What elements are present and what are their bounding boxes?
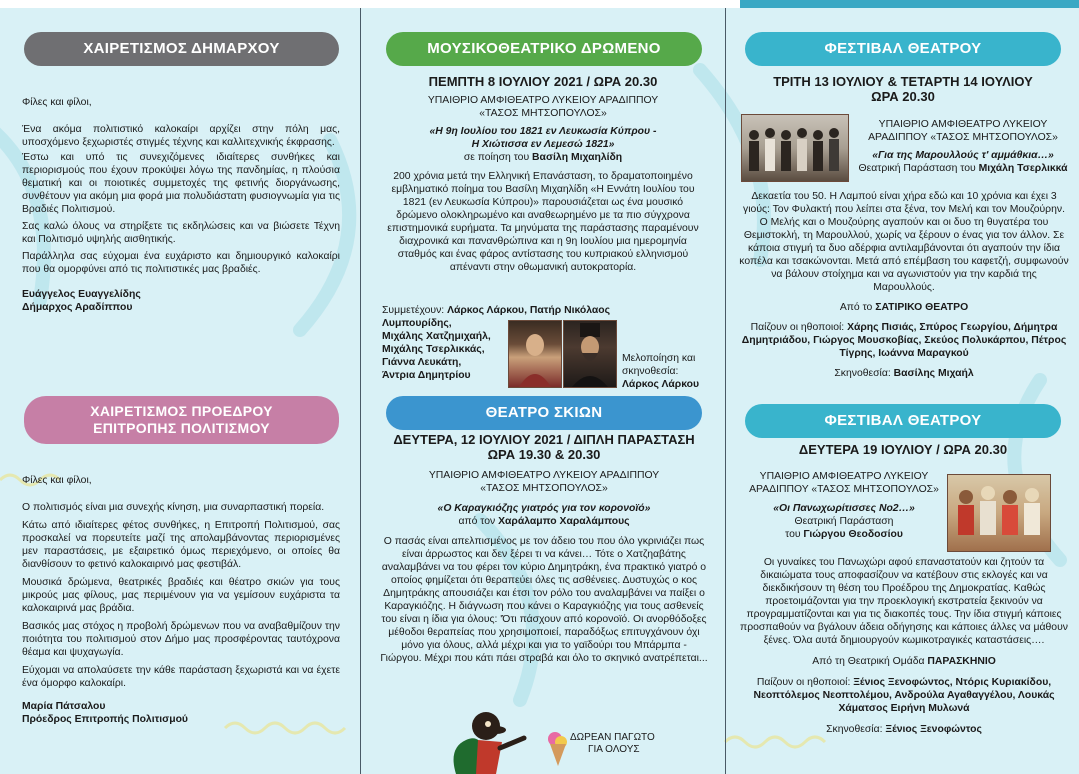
music-poet-prefix: σε ποίηση του	[463, 152, 533, 163]
festival2-author-line	[739, 528, 949, 541]
festival1-venue: ΥΠΑΙΘΡΙΟ ΑΜΦΙΘΕΑΤΡΟ ΛΥΚΕΙΟΥ	[878, 119, 1048, 130]
shadow-venue-name: «ΤΑΣΟΣ ΜΗΤΣΟΠΟΥΛΟΣ»	[480, 483, 608, 494]
music-venue-name: «ΤΑΣΟΣ ΜΗΤΣΟΠΟΥΛΟΣ»	[479, 108, 607, 119]
president-greeting-text	[22, 474, 340, 726]
music-cast-name: Γιάννα Λευκάτη,	[382, 357, 462, 368]
music-director-name: Λάρκος Λάρκου	[622, 379, 700, 390]
music-director-label: σκηνοθεσία:	[622, 366, 679, 377]
festival2-cast-photo	[947, 474, 1051, 552]
festival1-company	[739, 301, 1069, 314]
music-cast-name: Λάρκος Λάρκου, Πατήρ Νικόλαος Λυμπουρίδης,	[382, 305, 611, 329]
portrait-priest-photo	[563, 320, 617, 388]
shadow-event-details	[380, 432, 708, 665]
music-cast-name: Άντρια Δημητρίου	[382, 370, 471, 381]
festival2-body	[739, 556, 1069, 736]
president-paragraph: Ο πολιτισμός είναι μια συνεχής κίνηση, μια συναρπαστική πορεία.	[22, 502, 325, 513]
festival2-author-name: Γιώργου Θεοδοσίου	[803, 529, 903, 540]
festival1-body	[739, 190, 1069, 380]
mayor-paragraph: Ένα ακόμα πολιτιστικό καλοκαίρι αρχίζει στην πόλη μας, υποσχόμενο ξεχωριστές στιγμές τέχνης και καλλιτεχνικής έκφρασης.	[22, 124, 340, 148]
president-paragraph: Βασικός μας στόχος η προβολή δρώμενων που να αναβαθμίζουν την ποιότητα του πολιτισμού στον Δήμο μας προσφέροντας ταυτόχρονα θέαμα και ψυχαγωγία.	[22, 621, 340, 658]
festival2-date: ΔΕΥΤΕΡΑ 19 ΙΟΥΛΙΟΥ / ΩΡΑ 20.30	[798, 442, 1008, 457]
music-event-header: ΜΟΥΣΙΚΟΘΕΑΤΡΙΚΟ ΔΡΩΜΕΝΟ	[386, 32, 702, 66]
festival1-director	[739, 367, 1069, 380]
president-signature-role: Πρόεδρος Επιτροπής Πολιτισμού	[22, 714, 188, 725]
festival1-actors-label: Παίζουν οι ηθοποιοί:	[750, 322, 848, 333]
mayor-salutation: Φίλες και φίλοι,	[22, 97, 92, 108]
festival2-company	[739, 655, 1069, 668]
music-director-label: Μελοποίηση και	[622, 353, 696, 364]
music-event-details	[382, 74, 704, 274]
music-cast-name: Μιχάλης Τσερλικκάς,	[382, 344, 485, 355]
festival1-director-label: Σκηνοθεσία:	[834, 368, 894, 379]
festival2-company-prefix: Από τη Θεατρική Ομάδα	[812, 656, 928, 667]
shadow-time: ΩΡΑ 19.30 & 20.30	[487, 447, 601, 462]
festival1-date: ΤΡΙΤΗ 13 ΙΟΥΛΙΟΥ & ΤΕΤΑΡΤΗ 14 ΙΟΥΛΙΟΥ	[773, 74, 1033, 89]
festival2-venue-block	[739, 470, 949, 541]
shadow-author-prefix: από τον	[458, 516, 499, 527]
portrait-woman-photo	[508, 320, 562, 388]
music-date: ΠΕΜΠΤΗ 8 ΙΟΥΛΙΟΥ 2021 / ΩΡΑ 20.30	[428, 74, 658, 89]
festival1-work-title: «Για της Μαρουλλούς τ' αμμάθκια…»	[872, 150, 1054, 161]
president-salutation: Φίλες και φίλοι,	[22, 475, 92, 486]
festival2-date-block	[735, 442, 1071, 457]
festival1-actors	[739, 321, 1069, 360]
festival1-director-name: Βασίλης Μιχαήλ	[893, 368, 974, 379]
shadow-date: ΔΕΥΤΕΡΑ, 12 ΙΟΥΛΙΟΥ 2021 / ΔΙΠΛΗ ΠΑΡΑΣΤΑΣΗ	[393, 432, 695, 447]
festival2-company-name: ΠΑΡΑΣΚΗΝΙΟ	[927, 656, 996, 667]
festival-header-1: ΦΕΣΤΙΒΑΛ ΘΕΑΤΡΟΥ	[745, 32, 1061, 66]
president-greeting-header	[24, 396, 339, 444]
music-cast-name: Μιχάλης Χατζημιχαήλ,	[382, 331, 491, 342]
president-header-line1: ΧΑΙΡΕΤΙΣΜΟΣ ΠΡΟΕΔΡΟΥ	[90, 403, 273, 419]
festival2-description: Οι γυναίκες του Πανωχώρι αφού επαναστατούν και ζητούν τα δικαιώματα τους αποφασίζουν να κατέβουν στις εκλογές και να διεκδικήσουν τη θέση του Προέδρου της Δημοκρατίας. Καθώς προετοιμάζονται για την προεκλογική εκστρατεία ξεκινούν να προγραμματίζονται και για τις διακοπές τους. Την ίδια στιγμή κάποιες προσπαθούν να βγάλουν άδεια οδήγησης και κάποιες άλλες να μάθουν ξένες. Όλα αυτά δημιουργούν κωμικοτραγικές καταστάσεις….	[740, 557, 1068, 646]
festival1-author-line	[851, 162, 1075, 175]
karagiozis-puppet-icon	[438, 708, 528, 774]
festival1-dates	[735, 74, 1071, 104]
column-theatre-festival	[725, 8, 1079, 774]
festival1-company-prefix: Από το	[839, 302, 876, 313]
free-ice-cream-note	[570, 732, 680, 756]
mayor-paragraph: Έστω και υπό τις συνεχιζόμενες ιδιαίτερες συνθήκες και περιορισμούς που έχουν προκύψει λόγω της πανδημίας, η πλούσια θεματική και οι ποιοτικές συμμετοχές της φετινής διοργάνωσης, συνθέτουν για ακόμη μια φορά μια πολυδιάστατη φυσιογνωμία για τις Βραδιές Πολιτισμού.	[22, 152, 340, 215]
mayor-signature-name: Ευάγγελος Ευαγγελίδης	[22, 289, 141, 300]
festival1-actors-names: Χάρης Πισιάς, Σπύρος Γεωργίου, Δήμητρα Δημητριάδου, Γιώργος Μουσκοβίας, Σκεύος Πολυκάρπου, Πέτρος Τίγρης, Ιωάννα Μαραγκού	[741, 322, 1067, 359]
festival2-director-label: Σκηνοθεσία:	[826, 724, 886, 735]
mayor-greeting-text	[22, 96, 340, 314]
festival1-venue-block	[851, 118, 1075, 175]
president-header-line2: ΕΠΙΤΡΟΠΗΣ ΠΟΛΙΤΙΣΜΟΥ	[93, 420, 270, 436]
music-poet-name: Βασίλη Μιχαηλίδη	[532, 152, 623, 163]
festival2-actors-label: Παίζουν οι ηθοποιοί:	[756, 677, 854, 688]
portrait-priest-illustration	[564, 321, 616, 387]
column-greetings	[0, 8, 360, 774]
mayor-paragraph: Παράλληλα σας εύχομαι ένα ευχάριστο και δημιουργικό καλοκαίρι που θα ομορφύνει από τις πολιτιστικές μας βραδιές.	[22, 251, 340, 275]
festival1-cast-illustration	[742, 115, 848, 181]
festival1-time: ΩΡΑ 20.30	[871, 89, 935, 104]
festival1-author-name: Μιχάλη Τσερλικκά	[978, 163, 1068, 174]
festival1-description: Δεκαετία του 50. Η Λαμπού είναι χήρα εδώ και 10 χρόνια και έχει 3 γιούς: Τον Φυλακτή που λείπει στα ξένα, τον Μελή και τον Μουζούρην. Ο Μελής και ο Μουζούρης αγαπούν και οι δυο τη θυγατέρα του Θεμιστοκλή, τη Μαρουλλού, χωρίς να ξέρουν ο ένας για τον άλλον. Σε κάποια στιγμή τα δυο αδέρφια αντιλαμβάνονται ότι αγαπούν την ίδια κοπέλα και τσακώνονται. Μετά από επέμβαση του καφετζή, συμφωνούν να βάλουν στοίχημα και να αγωνιστούν για την καρδιά της Μαρουλλούς.	[739, 191, 1069, 293]
festival-header-2: ΦΕΣΤΙΒΑΛ ΘΕΑΤΡΟΥ	[745, 404, 1061, 438]
festival2-director-name: Ξένιος Ξενοφώντος	[885, 724, 982, 735]
music-poet-line	[382, 151, 704, 164]
festival2-venue-name: ΑΡΑΔΙΠΠΟΥ «ΤΑΣΟΣ ΜΗΤΣΟΠΟΥΛΟΣ»	[749, 484, 939, 495]
shadow-theatre-header: ΘΕΑΤΡΟ ΣΚΙΩΝ	[386, 396, 702, 430]
free-ice-cream-line2: ΓΙΑ ΟΛΟΥΣ	[588, 744, 640, 755]
shadow-venue: ΥΠΑΙΘΡΙΟ ΑΜΦΙΘΕΑΤΡΟ ΛΥΚΕΙΟΥ ΑΡΑΔΙΠΠΟΥ	[428, 470, 660, 481]
president-paragraph: Εύχομαι να απολαύσετε την κάθε παράσταση ξεχωριστά και να έχετε ένα όμορφο καλοκαίρι.	[22, 665, 340, 689]
portrait-woman-illustration	[509, 321, 561, 387]
shadow-author-name: Χαράλαμπο Χαραλάμπους	[498, 516, 630, 527]
president-paragraph: Κάτω από ιδιαίτερες φέτος συνθήκες, η Επιτροπή Πολιτισμού, σας προσκαλεί να πορευτείτε μαζί της απολαμβάνοντας περιορισμένες μεν παραστάσεις, με εξαιρετικό όμως περιεχόμενο, οι οποίες θα διανθίσουν το φετινό καλοκαιρινό μας φεστιβάλ.	[22, 520, 340, 570]
festival1-company-name: ΣΑΤΙΡΙΚΟ ΘΕΑΤΡΟ	[875, 302, 969, 313]
president-signature-name: Μαρία Πάτσαλου	[22, 701, 106, 712]
column-music-shadow	[360, 8, 725, 774]
festival2-director	[739, 723, 1069, 736]
festival1-venue-name: ΑΡΑΔΙΠΠΟΥ «ΤΑΣΟΣ ΜΗΤΣΟΠΟΥΛΟΣ»	[868, 132, 1058, 143]
free-ice-cream-line1: ΔΩΡΕΑΝ ΠΑΓΩΤΟ	[570, 732, 655, 743]
festival2-author-label: Θεατρική Παράσταση	[794, 516, 894, 527]
music-cast-label: Συμμετέχουν:	[382, 305, 448, 316]
festival2-venue: ΥΠΑΙΘΡΙΟ ΑΜΦΙΘΕΑΤΡΟ ΛΥΚΕΙΟΥ	[759, 471, 929, 482]
music-venue: ΥΠΑΙΘΡΙΟ ΑΜΦΙΘΕΑΤΡΟ ΛΥΚΕΙΟΥ ΑΡΑΔΙΠΠΟΥ	[427, 95, 659, 106]
festival1-author-prefix: Θεατρική Παράσταση του	[858, 163, 979, 174]
festival1-cast-photo	[741, 114, 849, 182]
music-description: 200 χρόνια μετά την Ελληνική Επανάσταση, το δραματοποιημένο εμβληματικό ποίημα του Βασίλη Μιχαηλίδη «Η Εννάτη Ιουλίου του 1821 (εν Λευκωσία Κύπρου)» παρουσιάζεται ως ένα μουσικό δρώμενο ολοκληρωμένο και αναθεωρημένο με τα πιο σύγχρονα επιστημονικά ευρήματα. Τα μηνύματα της παράστασης παραμένουν διαχρονικά και πανανθρώπινα και η 9η Ιουλίου μια ημερομηνία σταθμός και ένας φάρος αντίστασης του κυπριακού ελληνισμού απέναντι στην οθωμανική αυτοκρατορία.	[387, 171, 699, 273]
mayor-signature-role: Δήμαρχος Αραδίππου	[22, 302, 133, 313]
festival2-author-prefix: του	[785, 529, 804, 540]
music-work-title: «Η 9η Ιουλίου του 1821 εν Λευκωσία Κύπρου -	[429, 126, 657, 137]
festival2-cast-illustration	[948, 475, 1050, 551]
shadow-author-line	[380, 515, 708, 528]
shadow-work-title: «Ο Καραγκιόζης γιατρός για τον κορονοϊό»	[437, 503, 651, 514]
music-director	[622, 352, 722, 391]
president-paragraph: Μουσικά δρώμενα, θεατρικές βραδιές και θέατρο σκιών για τους μικρούς μας φίλους, μας περιμένουν για να γεμίσουν ευχάριστα τα καλοκαιρινά μας βράδια.	[22, 577, 340, 614]
mayor-paragraph: Σας καλώ όλους να στηρίξετε τις εκδηλώσεις και να βιώσετε Τέχνη και Πολιτισμό υψηλής αισθητικής.	[22, 221, 340, 245]
mayor-greeting-header: ΧΑΙΡΕΤΙΣΜΟΣ ΔΗΜΑΡΧΟΥ	[24, 32, 339, 66]
shadow-description: Ο πασάς είναι απελπισμένος με τον άδειο του που όλο γκρινιάζει πως είναι άρρωστος και δεν ξέρει τι να κάνει… Τότε ο Χατζηαβάτης αναλαμβάνει να του φέρει τον κύριο Δημητράκη, ένα πρακτικό γιατρό ο οποίος φημίζεται ότι θεραπεύει όλες τις ασθένειες. Δυστυχώς ο κος Δημητράκης απουσιάζει και έτσι τον ρόλο του αναλαμβάνει να παίξει ο Καραγκιόζης. Η διάγνωση που κάνει ο Καραγκιόζης για τους ασθενείς του είναι η ίδια για όλους: 'Ότι πάσχουν από κορονοϊό. Οι ανορθόδοξες μέθοδοι θεραπείας που χρησιμοποιεί, παραδόξως επιτυγχάνουν όχι μόνο για όλους, αλλά μέχρι και για το γαϊδούρι του Μπάρμπα - Γιώργου. Μέχρι που κάτι πάει στραβά και όλο το σκηνικό ανατρέπεται...	[380, 536, 708, 664]
ice-cream-icon	[546, 730, 570, 768]
festival2-actors-names: Ξένιος Ξενοφώντος, Ντόρις Κυριακίδου, Νεοπτόλεμος Νεοπτολέμου, Ανδρούλα Αγαθαγγέλου, Λουκάς Χάματσος Ειρήνη Μυλωνά	[753, 677, 1055, 714]
festival2-actors	[739, 676, 1069, 715]
festival2-work-title: «Οι Πανωχωρίτισσες Νο2…»	[773, 503, 915, 514]
music-work-title: Η Χιώτισσα εν Λεμεσώ 1821»	[471, 139, 615, 150]
